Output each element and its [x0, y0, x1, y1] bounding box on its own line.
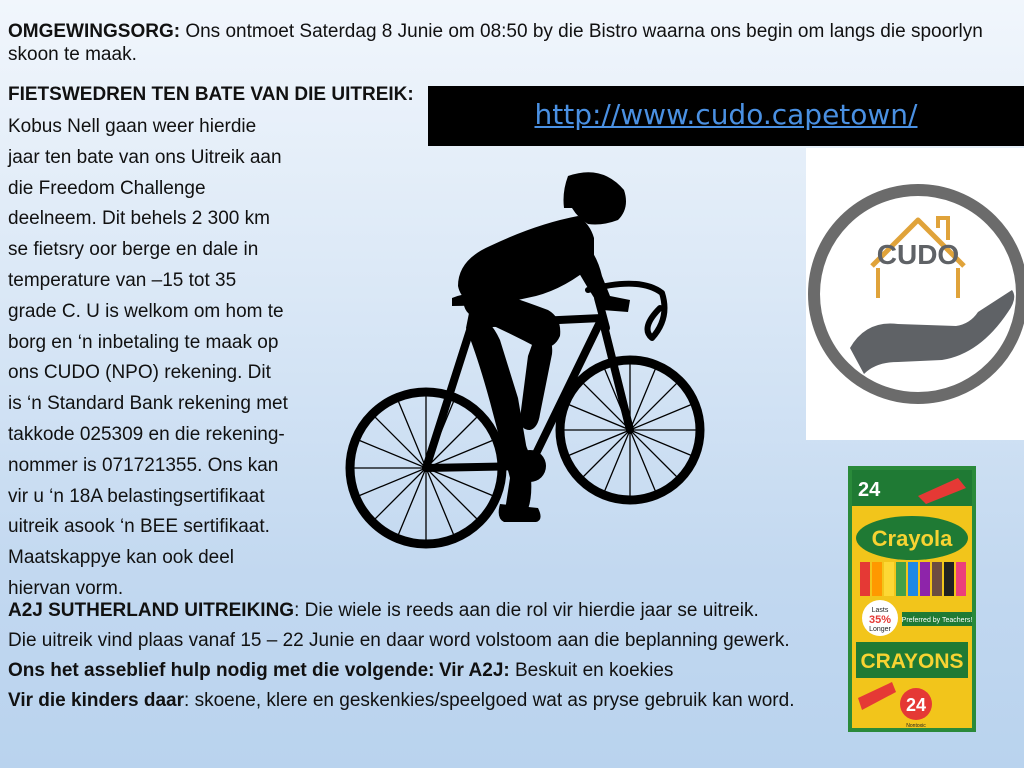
- cycle-line: vir u ‘n 18A belastingsertifikaat: [8, 485, 265, 507]
- a2j-section: [8, 596, 808, 716]
- cycle-line: die Freedom Challenge: [8, 177, 206, 199]
- intro-text-1: Ons ontmoet Saterdag 8 Junie om 08:50 by die Bistro waarna ons begin om langs die spoorlyn: [180, 21, 983, 42]
- intro-label: OMGEWINGSORG:: [8, 21, 181, 42]
- crayons-badge-line1: Lasts: [871, 607, 889, 614]
- cycle-line: borg en ‘n inbetaling te maak op: [8, 331, 279, 353]
- cycle-line: takkode 025309 en die rekening-: [8, 423, 285, 445]
- help-item-a2j: [439, 656, 673, 686]
- crayons-badge-line3: Longer: [869, 626, 891, 633]
- cycle-line: grade C. U is welkom om hom te: [8, 300, 284, 322]
- crayons-brand: Crayola: [871, 526, 953, 551]
- intro-line-2: skoon te maak.: [8, 44, 137, 65]
- cycle-race-body: [8, 112, 308, 605]
- cycle-line: uitreik asook ‘n BEE sertifikaat.: [8, 516, 270, 538]
- a2j-line-2: Die uitreik vind plaas vanaf 15 – 22 Junie en daar word volstoom aan die beplanning gewerk.: [8, 630, 790, 651]
- crayons-badge-line2: 35%: [868, 614, 892, 626]
- cycle-line: is ‘n Standard Bank rekening met: [8, 393, 288, 415]
- intro-line-1: [8, 20, 983, 43]
- help-item-a2j-text: Beskuit en koekies: [509, 660, 674, 681]
- crayons-preferred: Preferred by Teachers!: [901, 617, 973, 624]
- cycle-line: Kobus Nell gaan weer hierdie: [8, 116, 257, 137]
- website-link[interactable]: http://www.cudo.capetown/: [534, 98, 918, 131]
- help-item-children-label: Vir die kinders daar: [8, 690, 185, 711]
- help-item-children-text: : skoene, klere en geskenkies/speelgoed wat as pryse gebruik kan word.: [184, 690, 795, 711]
- cycle-line: deelneem. Dit behels 2 300 km: [8, 208, 270, 230]
- help-item-children: [8, 686, 794, 716]
- cyclist-silhouette-image: [340, 168, 710, 563]
- help-heading: Ons het asseblief hulp nodig met die volgende:: [8, 660, 435, 681]
- a2j-line-1: [8, 596, 759, 626]
- cycle-line: se fietsry oor berge en dale in: [8, 239, 259, 261]
- crayons-sub: Nontoxic: [906, 723, 926, 729]
- cycle-line: temperature van –15 tot 35: [8, 269, 237, 291]
- a2j-label: A2J SUTHERLAND UITREIKING: [8, 600, 295, 621]
- intro-paragraph: [8, 20, 1008, 66]
- cycle-race-heading: FIETSWEDREN TEN BATE VAN DIE UITREIK:: [8, 84, 414, 105]
- cycle-line: ons CUDO (NPO) rekening. Dit: [8, 362, 271, 384]
- cudo-logo-text: CUDO: [876, 239, 960, 270]
- a2j-text-1: : Die wiele is reeds aan die rol vir hierdie jaar se uitreik.: [294, 600, 759, 621]
- crayons-count-top: 24: [858, 479, 881, 501]
- crayons-product: CRAYONS: [860, 650, 964, 673]
- cycle-line: nommer is 071721355. Ons kan: [8, 454, 279, 476]
- crayons-box-image: [848, 466, 976, 732]
- cycle-line: hiervan vorm.: [8, 577, 124, 599]
- cudo-logo-graphic: [806, 148, 1024, 440]
- url-banner: [428, 86, 1024, 146]
- help-item-a2j-label: Vir A2J:: [438, 660, 510, 681]
- cycle-line: jaar ten bate van ons Uitreik aan: [8, 146, 282, 168]
- cycle-line: Maatskappye kan ook deel: [8, 547, 235, 569]
- cudo-logo: [806, 148, 1024, 440]
- crayons-count-bottom: 24: [905, 695, 927, 715]
